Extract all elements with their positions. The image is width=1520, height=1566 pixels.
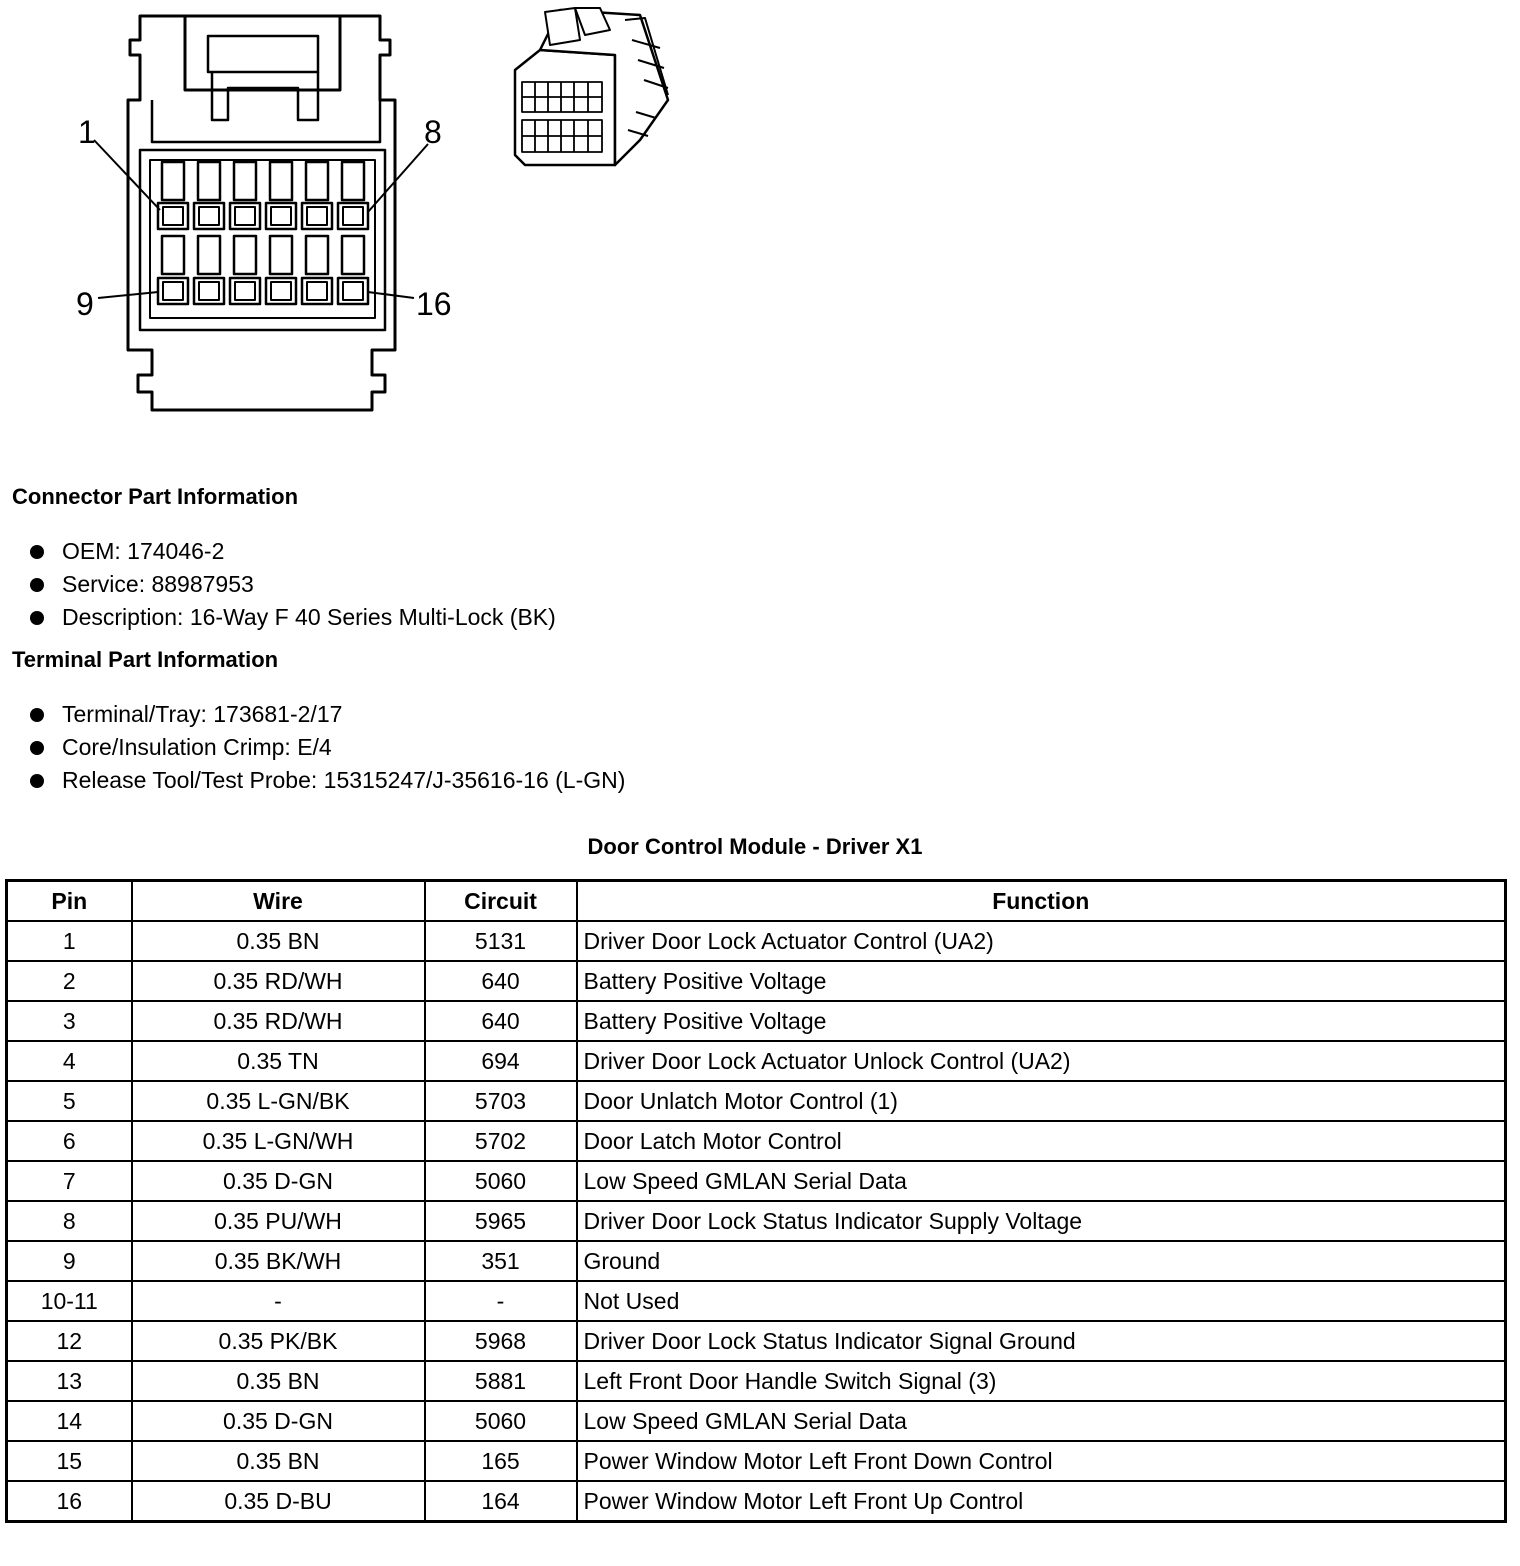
connector-service-text: Service: 88987953 [62,571,254,597]
table-row [7,1361,1506,1401]
table-row [7,1481,1506,1522]
cell-wire: 0.35 D-GN [132,1401,425,1441]
cell-function: Left Front Door Handle Switch Signal (3) [577,1361,1506,1401]
cell-circuit: 5968 [425,1321,577,1361]
cell-pin: 15 [7,1441,132,1481]
cell-pin: 10-11 [7,1281,132,1321]
cell-function: Power Window Motor Left Front Down Control [577,1441,1506,1481]
callout-pin-16: 16 [416,286,452,322]
cell-function: Not Used [577,1281,1506,1321]
cell-wire: 0.35 RD/WH [132,1001,425,1041]
cell-pin: 6 [7,1121,132,1161]
bullet-icon [30,545,44,559]
cell-pin: 1 [7,921,132,961]
table-row [7,1161,1506,1201]
table-row [7,1121,1506,1161]
table-row [7,1241,1506,1281]
cell-circuit: 164 [425,1481,577,1522]
header-circuit: Circuit [425,881,577,922]
cell-function: Battery Positive Voltage [577,961,1506,1001]
bullet-icon [30,708,44,722]
cell-wire: 0.35 L-GN/WH [132,1121,425,1161]
header-pin: Pin [7,881,132,922]
cell-pin: 7 [7,1161,132,1201]
table-row [7,1281,1506,1321]
cell-pin: 4 [7,1041,132,1081]
terminal-part-info-list [28,698,625,797]
cell-pin: 2 [7,961,132,1001]
cell-wire: 0.35 BN [132,921,425,961]
cell-pin: 9 [7,1241,132,1281]
cell-wire: 0.35 L-GN/BK [132,1081,425,1121]
table-row [7,1081,1506,1121]
table-title: Door Control Module - Driver X1 [587,834,923,859]
cell-circuit: 640 [425,1001,577,1041]
cell-wire: 0.35 BN [132,1441,425,1481]
list-item [28,698,625,731]
table-row [7,921,1506,961]
cell-circuit: 5702 [425,1121,577,1161]
table-row [7,1401,1506,1441]
cell-wire: 0.35 PK/BK [132,1321,425,1361]
list-item [28,535,556,568]
table-row [7,1201,1506,1241]
callout-pin-9: 9 [76,286,94,322]
bullet-icon [30,611,44,625]
release-tool-text: Release Tool/Test Probe: 15315247/J-35616-16 (L-GN) [62,767,626,793]
terminal-part-info-heading: Terminal Part Information [12,647,279,672]
pinout-table [5,879,1507,1523]
cell-wire: 0.35 TN [132,1041,425,1081]
cell-circuit: 351 [425,1241,577,1281]
cell-pin: 8 [7,1201,132,1241]
cell-function: Driver Door Lock Actuator Control (UA2) [577,921,1506,961]
cell-function: Driver Door Lock Actuator Unlock Control (UA2) [577,1041,1506,1081]
list-item [28,731,625,764]
cell-wire: 0.35 RD/WH [132,961,425,1001]
cell-function: Driver Door Lock Status Indicator Supply Voltage [577,1201,1506,1241]
header-function: Function [577,881,1506,922]
cell-pin: 3 [7,1001,132,1041]
cell-pin: 13 [7,1361,132,1401]
cell-function: Low Speed GMLAN Serial Data [577,1401,1506,1441]
crimp-text: Core/Insulation Crimp: E/4 [62,734,332,760]
connector-description-text: Description: 16-Way F 40 Series Multi-Lock (BK) [62,604,556,630]
cell-function: Ground [577,1241,1506,1281]
table-row [7,1321,1506,1361]
list-item [28,568,556,601]
cell-pin: 5 [7,1081,132,1121]
cell-circuit: 165 [425,1441,577,1481]
cell-wire: 0.35 BK/WH [132,1241,425,1281]
cell-function: Battery Positive Voltage [577,1001,1506,1041]
cell-circuit: 694 [425,1041,577,1081]
cell-wire: 0.35 BN [132,1361,425,1401]
bullet-icon [30,741,44,755]
cell-circuit: 5131 [425,921,577,961]
list-item [28,601,556,634]
cell-circuit: 5060 [425,1161,577,1201]
connector-part-info-heading: Connector Part Information [12,484,299,509]
callout-pin-8: 8 [424,114,442,150]
table-row [7,1041,1506,1081]
cell-function: Driver Door Lock Status Indicator Signal Ground [577,1321,1506,1361]
cell-pin: 12 [7,1321,132,1361]
cell-circuit: 5881 [425,1361,577,1401]
cell-pin: 14 [7,1401,132,1441]
cell-function: Door Unlatch Motor Control (1) [577,1081,1506,1121]
connector-oem-text: OEM: 174046-2 [62,538,225,564]
cell-wire: 0.35 D-GN [132,1161,425,1201]
table-header-row [7,881,1506,922]
terminal-tray-text: Terminal/Tray: 173681-2/17 [62,701,343,727]
cell-circuit: - [425,1281,577,1321]
cell-circuit: 640 [425,961,577,1001]
table-row [7,1001,1506,1041]
cell-function: Door Latch Motor Control [577,1121,1506,1161]
header-wire: Wire [132,881,425,922]
list-item [28,764,625,797]
bullet-icon [30,578,44,592]
table-row [7,961,1506,1001]
cell-circuit: 5965 [425,1201,577,1241]
cell-wire: - [132,1281,425,1321]
cell-wire: 0.35 PU/WH [132,1201,425,1241]
connector-face-diagram [60,0,480,430]
cell-pin: 16 [7,1481,132,1522]
connector-isometric-icon [505,0,680,175]
cell-wire: 0.35 D-BU [132,1481,425,1522]
cell-circuit: 5703 [425,1081,577,1121]
connector-part-info-list [28,535,556,634]
callout-pin-1: 1 [78,114,96,150]
cell-function: Low Speed GMLAN Serial Data [577,1161,1506,1201]
table-row [7,1441,1506,1481]
bullet-icon [30,774,44,788]
cell-function: Power Window Motor Left Front Up Control [577,1481,1506,1522]
cell-circuit: 5060 [425,1401,577,1441]
